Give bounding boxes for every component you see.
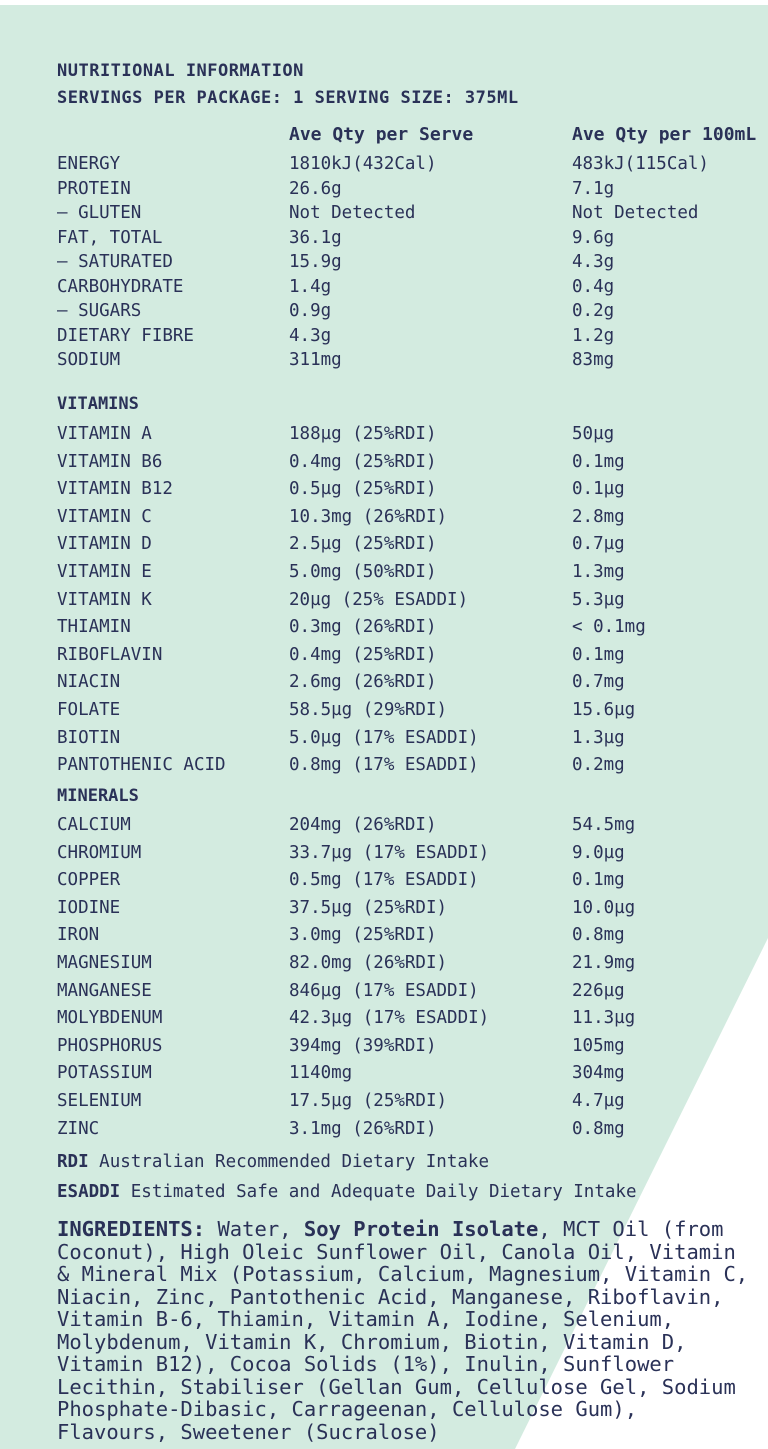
table-row xyxy=(0,923,768,947)
qty-per-100ml: 2.8mg xyxy=(572,506,625,527)
nutrient-name: – GLUTEN xyxy=(57,203,142,223)
table-row xyxy=(0,868,768,892)
qty-per-100ml: 5.3µg xyxy=(572,589,625,610)
ingredients-label: INGREDIENTS: xyxy=(57,1217,206,1241)
vitamins-heading: VITAMINS xyxy=(57,394,139,414)
qty-per-100ml: 83mg xyxy=(572,350,615,370)
table-row xyxy=(0,643,768,667)
qty-per-100ml: 21.9mg xyxy=(572,953,636,973)
nutrient-name: – SATURATED xyxy=(57,252,173,272)
legend-rdi-abbr: RDI xyxy=(57,1152,89,1172)
qty-per-100ml: 0.2mg xyxy=(572,755,625,776)
nutrient-name: NIACIN xyxy=(57,672,121,693)
qty-per-100ml: 483kJ(115Cal) xyxy=(572,154,709,174)
minerals-heading: MINERALS xyxy=(57,786,139,806)
nutrient-name: RIBOFLAVIN xyxy=(57,644,163,665)
table-row xyxy=(0,1117,768,1141)
panel-title: NUTRITIONAL INFORMATION xyxy=(57,61,304,81)
qty-per-serve: 2.6mg (26%RDI) xyxy=(289,672,437,693)
table-row xyxy=(0,226,768,250)
table-row xyxy=(0,422,768,446)
qty-per-serve: 10.3mg (26%RDI) xyxy=(289,506,448,527)
qty-per-100ml: 0.1mg xyxy=(572,870,625,891)
qty-per-serve: 17.5µg (25%RDI) xyxy=(289,1091,448,1111)
servings-line: SERVINGS PER PACKAGE: 1 SERVING SIZE: 375ML xyxy=(57,88,519,108)
qty-per-serve: 3.0mg (25%RDI) xyxy=(289,925,437,946)
column-header-per-serve: Ave Qty per Serve xyxy=(289,124,474,145)
table-row xyxy=(0,324,768,348)
table-row xyxy=(0,250,768,274)
qty-per-serve: 1140mg xyxy=(289,1063,353,1084)
table-row xyxy=(0,813,768,837)
qty-per-100ml: 0.4g xyxy=(572,276,615,297)
qty-per-serve: 0.3mg (26%RDI) xyxy=(289,617,437,638)
qty-per-100ml: 15.6µg xyxy=(572,700,636,720)
qty-per-serve: 33.7µg (17% ESADDI) xyxy=(289,842,490,863)
nutrient-name: CARBOHYDRATE xyxy=(57,276,184,297)
ingredients-text xyxy=(57,1218,757,1443)
nutrient-name: VITAMIN A xyxy=(57,424,152,444)
nutrient-name: VITAMIN D xyxy=(57,534,152,555)
qty-per-100ml: 0.8mg xyxy=(572,925,625,946)
table-row xyxy=(0,615,768,639)
qty-per-serve: 0.4mg (25%RDI) xyxy=(289,451,437,472)
qty-per-100ml: 9.0µg xyxy=(572,842,625,863)
qty-per-serve: 5.0µg (17% ESADDI) xyxy=(289,727,479,748)
table-row xyxy=(0,588,768,612)
qty-per-serve: 58.5µg (29%RDI) xyxy=(289,700,448,720)
nutrient-name: VITAMIN K xyxy=(57,589,152,610)
qty-per-100ml: 1.2g xyxy=(572,325,615,346)
qty-per-100ml: 11.3µg xyxy=(572,1008,636,1029)
nutrient-name: MAGNESIUM xyxy=(57,953,152,973)
table-row xyxy=(0,896,768,920)
qty-per-serve: 0.9g xyxy=(289,301,332,321)
qty-per-serve: 26.6g xyxy=(289,178,342,199)
legend-rdi-text: Australian Recommended Dietary Intake xyxy=(99,1152,489,1172)
nutrient-name: IODINE xyxy=(57,897,121,918)
qty-per-serve: 5.0mg (50%RDI) xyxy=(289,562,437,582)
qty-per-100ml: < 0.1mg xyxy=(572,617,646,638)
qty-per-serve: 311mg xyxy=(289,350,342,370)
qty-per-100ml: 9.6g xyxy=(572,227,615,248)
qty-per-serve: 0.5mg (17% ESADDI) xyxy=(289,870,479,891)
table-row xyxy=(0,560,768,584)
nutrient-name: VITAMIN B6 xyxy=(57,451,163,472)
qty-per-serve: 4.3g xyxy=(289,325,332,346)
nutrient-name: VITAMIN C xyxy=(57,506,152,527)
table-row xyxy=(0,152,768,176)
qty-per-100ml: 0.2g xyxy=(572,301,615,321)
qty-per-100ml: 4.3g xyxy=(572,252,615,272)
table-row xyxy=(0,450,768,474)
qty-per-100ml: 0.8mg xyxy=(572,1118,625,1139)
qty-per-serve: 0.4mg (25%RDI) xyxy=(289,644,437,665)
qty-per-serve: 37.5µg (25%RDI) xyxy=(289,897,448,918)
table-row xyxy=(0,201,768,225)
table-row xyxy=(0,1006,768,1030)
qty-per-100ml: 10.0µg xyxy=(572,897,636,918)
table-row xyxy=(0,532,768,556)
nutrient-name: FAT, TOTAL xyxy=(57,227,163,248)
qty-per-100ml: Not Detected xyxy=(572,203,699,223)
qty-per-serve: 2.5µg (25%RDI) xyxy=(289,534,437,555)
qty-per-100ml: 0.1mg xyxy=(572,644,625,665)
nutrient-name: ENERGY xyxy=(57,154,121,174)
legend-rdi xyxy=(57,1152,489,1172)
qty-per-serve: 1810kJ(432Cal) xyxy=(289,154,437,174)
nutrient-name: CALCIUM xyxy=(57,815,131,835)
qty-per-serve: Not Detected xyxy=(289,203,416,223)
qty-per-100ml: 0.7µg xyxy=(572,534,625,555)
ingredients-part2: , MCT Oil (from Coconut), High Oleic Sunflower Oil, Canola Oil, Vitamin & Mineral Mix (Potassium, Calcium, Magnesium, Vitamin C, Niacin, Zinc, Pantothenic Acid, Manganese, Riboflavin, Vitamin B-6, Thiamin, Vitamin A, Iodine, Selenium, Molybdenum, Vitamin K, Chromium, Biotin, Vitamin D, Vitamin B12), Cocoa Solids (1%), Inulin, Sunflower Lecithin, Stabiliser (Gellan Gum, Cellulose Gel, Sodium Phosphate-Dibasic, Carrageenan, Cellulose Gum), Flavours, Sweetener (Sucralose) xyxy=(57,1217,749,1444)
qty-per-100ml: 54.5mg xyxy=(572,815,636,835)
table-row xyxy=(0,753,768,777)
nutrient-name: VITAMIN B12 xyxy=(57,479,173,500)
nutrient-name: FOLATE xyxy=(57,700,121,720)
table-row xyxy=(0,726,768,750)
table-row xyxy=(0,275,768,299)
column-header-per-100ml: Ave Qty per 100mL xyxy=(572,124,757,145)
table-row xyxy=(0,348,768,372)
table-row xyxy=(0,1089,768,1113)
qty-per-serve: 20µg (25% ESADDI) xyxy=(289,589,469,610)
qty-per-100ml: 4.7µg xyxy=(572,1091,625,1111)
nutrient-name: COPPER xyxy=(57,870,121,891)
table-row xyxy=(0,1034,768,1058)
qty-per-100ml: 0.1mg xyxy=(572,451,625,472)
nutrient-name: IRON xyxy=(57,925,100,946)
qty-per-100ml: 1.3µg xyxy=(572,727,625,748)
nutrient-name: PHOSPHORUS xyxy=(57,1035,163,1056)
nutrient-name: – SUGARS xyxy=(57,301,142,321)
nutrient-name: PROTEIN xyxy=(57,178,131,199)
qty-per-serve: 0.8mg (17% ESADDI) xyxy=(289,755,479,776)
legend-esaddi xyxy=(57,1182,637,1202)
legend-esaddi-text: Estimated Safe and Adequate Daily Dietary Intake xyxy=(130,1182,637,1202)
nutrient-name: ZINC xyxy=(57,1118,100,1139)
qty-per-serve: 846µg (17% ESADDI) xyxy=(289,980,479,1001)
table-row xyxy=(0,505,768,529)
table-row xyxy=(0,979,768,1003)
qty-per-100ml: 7.1g xyxy=(572,178,615,199)
qty-per-serve: 82.0mg (26%RDI) xyxy=(289,953,448,973)
qty-per-serve: 15.9g xyxy=(289,252,342,272)
nutrient-name: MOLYBDENUM xyxy=(57,1008,163,1029)
qty-per-100ml: 1.3mg xyxy=(572,562,625,582)
table-row xyxy=(0,841,768,865)
nutrient-name: SELENIUM xyxy=(57,1091,142,1111)
qty-per-serve: 204mg (26%RDI) xyxy=(289,815,437,835)
qty-per-serve: 36.1g xyxy=(289,227,342,248)
nutrient-name: VITAMIN E xyxy=(57,562,152,582)
table-row xyxy=(0,299,768,323)
table-row xyxy=(0,951,768,975)
nutrient-name: POTASSIUM xyxy=(57,1063,152,1084)
qty-per-100ml: 105mg xyxy=(572,1035,625,1056)
qty-per-100ml: 0.7mg xyxy=(572,672,625,693)
nutrient-name: DIETARY FIBRE xyxy=(57,325,194,346)
qty-per-100ml: 226µg xyxy=(572,980,625,1001)
table-row xyxy=(0,477,768,501)
table-row xyxy=(0,177,768,201)
qty-per-serve: 1.4g xyxy=(289,276,332,297)
nutrient-name: BIOTIN xyxy=(57,727,121,748)
qty-per-100ml: 50µg xyxy=(572,424,615,444)
nutrient-name: PANTOTHENIC ACID xyxy=(57,755,226,776)
table-row xyxy=(0,670,768,694)
qty-per-100ml: 304mg xyxy=(572,1063,625,1084)
legend-esaddi-abbr: ESADDI xyxy=(57,1182,121,1202)
qty-per-serve: 394mg (39%RDI) xyxy=(289,1035,437,1056)
ingredients-bold-item: Soy Protein Isolate xyxy=(303,1217,539,1241)
qty-per-serve: 42.3µg (17% ESADDI) xyxy=(289,1008,490,1029)
qty-per-serve: 0.5µg (25%RDI) xyxy=(289,479,437,500)
table-row xyxy=(0,698,768,722)
nutrient-name: SODIUM xyxy=(57,350,121,370)
nutrient-name: CHROMIUM xyxy=(57,842,142,863)
qty-per-serve: 188µg (25%RDI) xyxy=(289,424,437,444)
table-row xyxy=(0,1061,768,1085)
qty-per-serve: 3.1mg (26%RDI) xyxy=(289,1118,437,1139)
nutrient-name: MANGANESE xyxy=(57,980,152,1001)
qty-per-100ml: 0.1µg xyxy=(572,479,625,500)
nutrient-name: THIAMIN xyxy=(57,617,131,638)
ingredients-part1: Water, xyxy=(217,1217,292,1241)
